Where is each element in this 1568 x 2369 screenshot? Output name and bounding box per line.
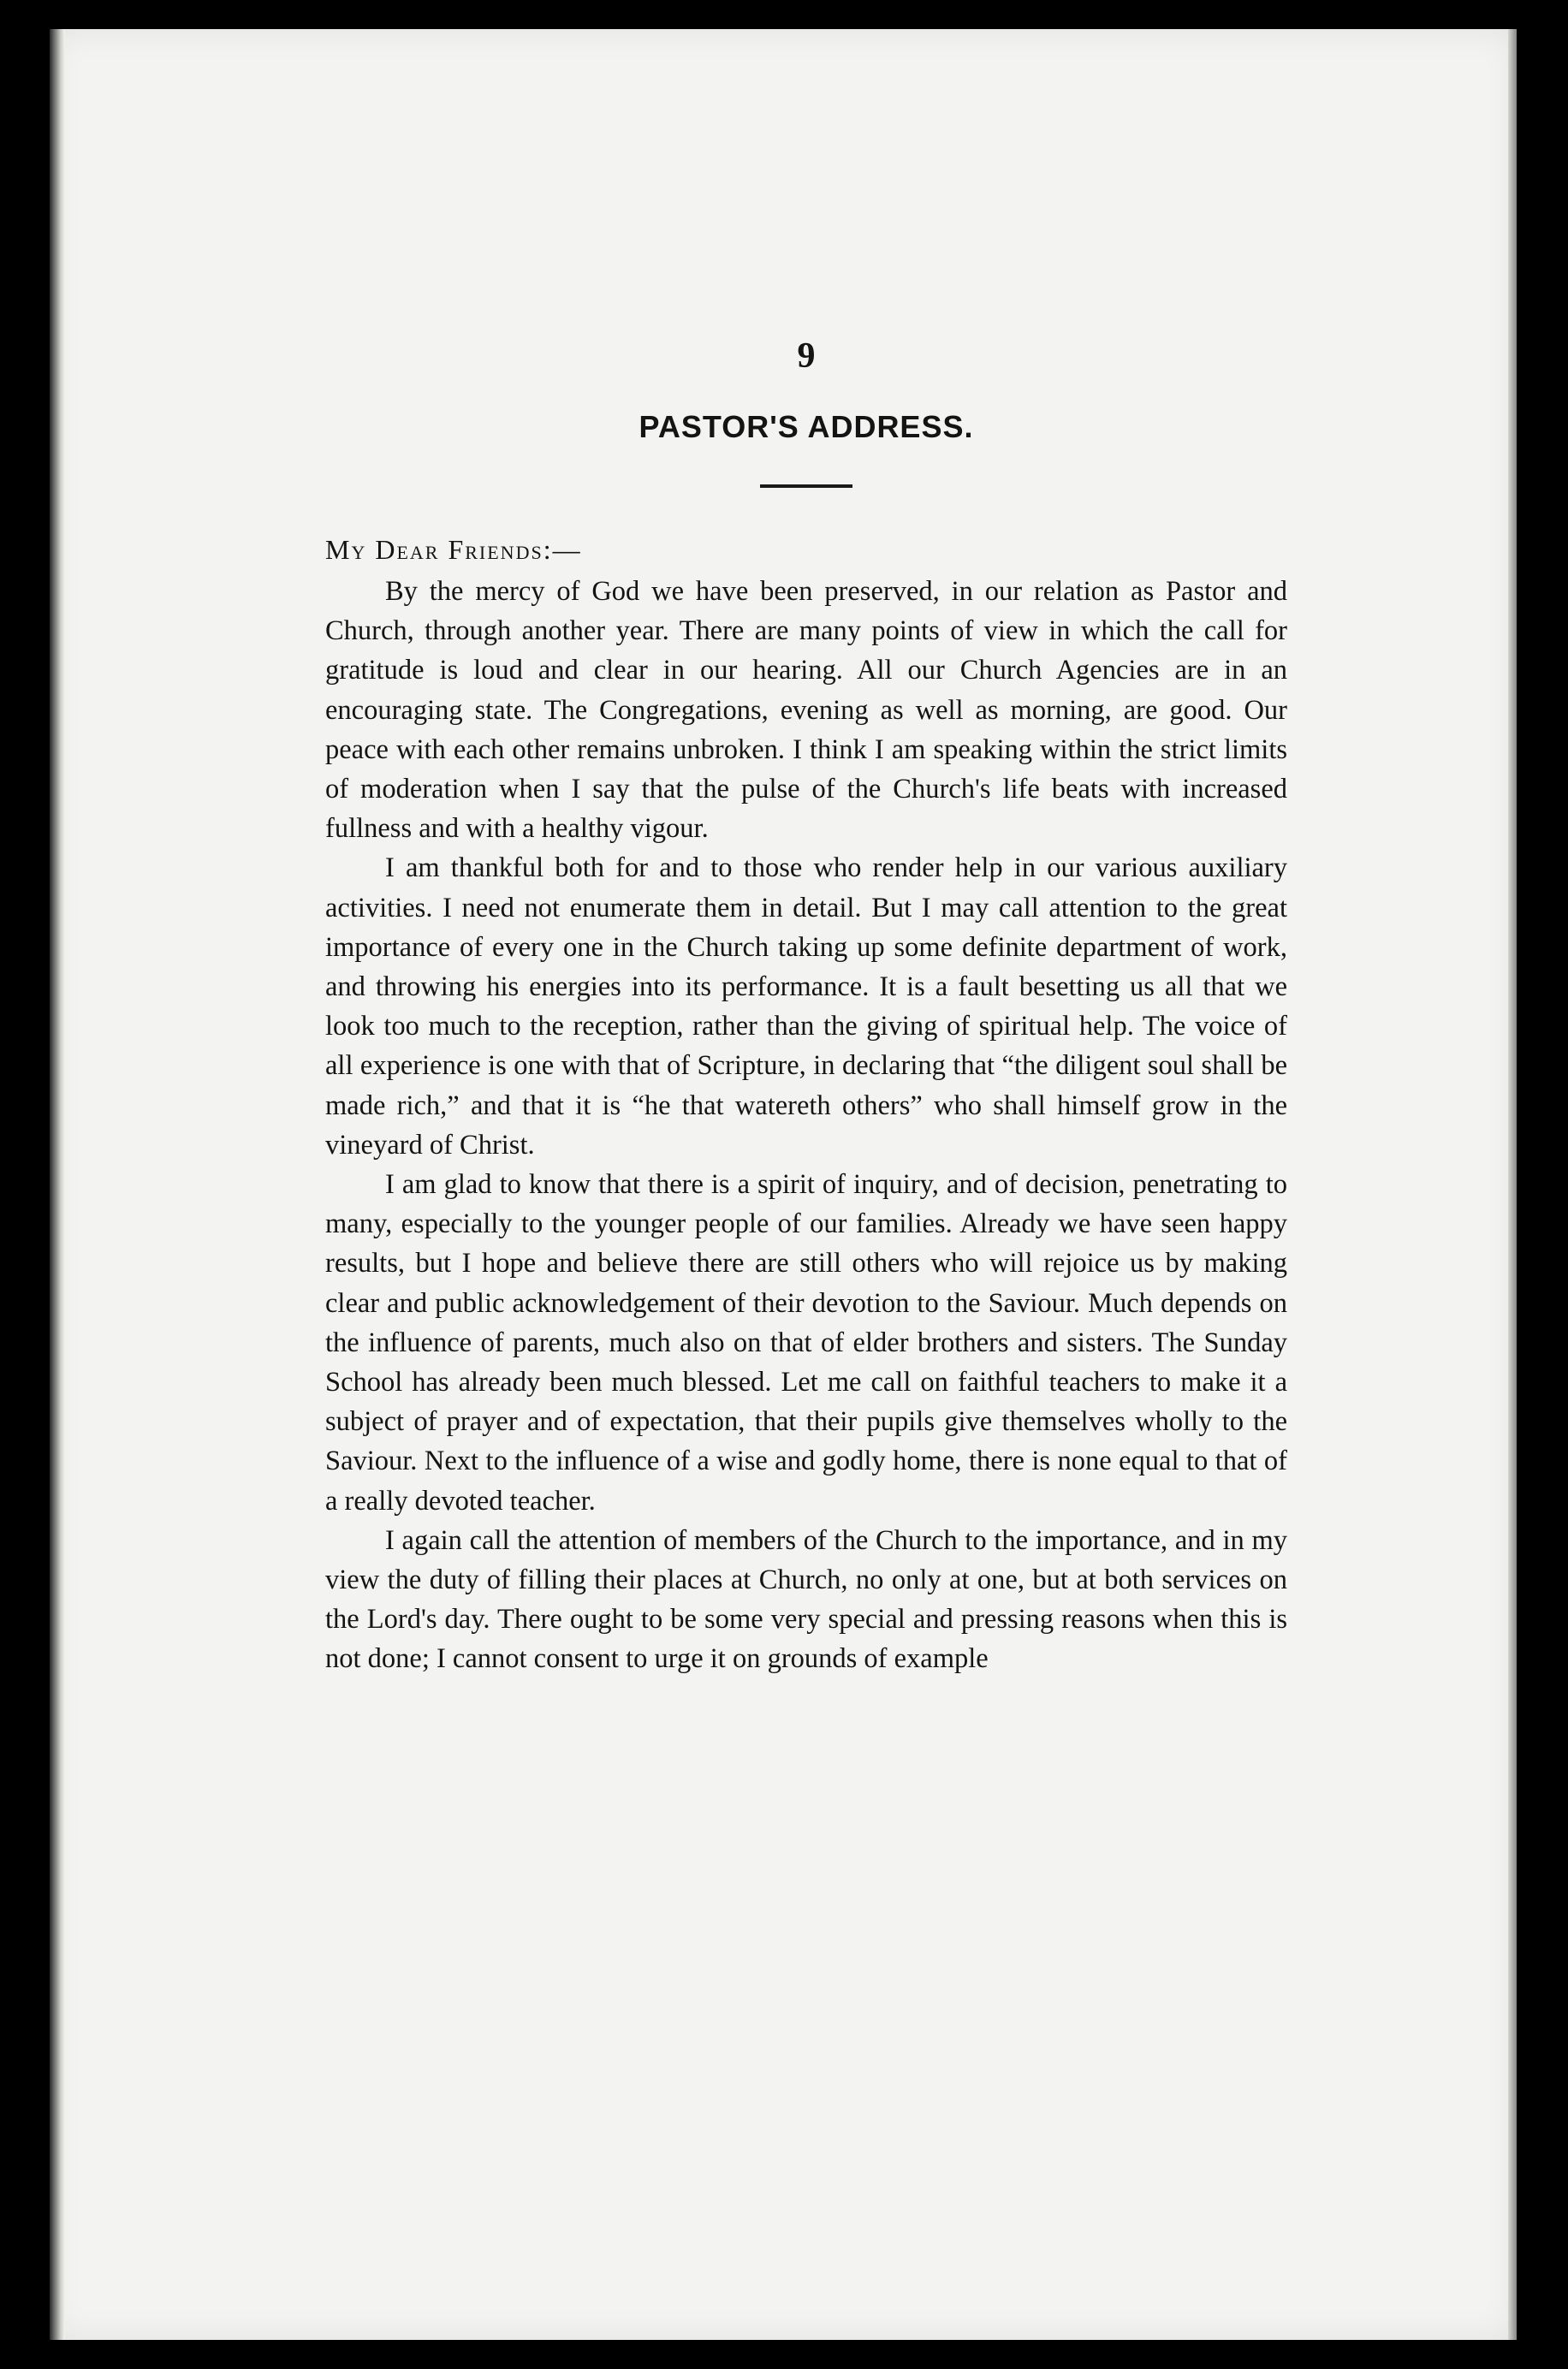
paragraph-4: I again call the attention of members of the Church to the importance, and in my view the duty of filling their places at Church, no only at one, but at both services on the Lord's day. There ought to be some very special and pressing reasons when this is not done; I cannot consent to urge it on grounds of example (325, 1524, 1287, 1675)
page-title: PASTOR'S ADDRESS. (638, 409, 974, 444)
title-rule (760, 484, 852, 488)
book-spine-shadow (50, 29, 65, 2340)
page-number: 9 (797, 336, 816, 376)
paragraph-2: I am thankful both for and to those who render help in our various auxiliary activities. I need not enumerate them in detail. But I may call attention to the great importance of every one in the Church taking up some definite department of work, and throwing his energies into its performance. It is a fault besetting us all that we look too much to the reception, rather than the giving of spiritual help. The voice of all experience is one with that of Scripture, in declaring that “the diligent soul shall be made rich,” and that it is “he that watereth others” who shall himself grow in the vineyard of Christ. (325, 852, 1287, 1161)
page-content (325, 329, 1287, 1679)
page-edge (1508, 29, 1517, 2340)
paragraph-1: By the mercy of God we have been preserved, in our relation as Pastor and Church, through another year. There are many points of view in which the call for gratitude is loud and clear in our hearing. All our Church Agencies are in an encouraging state. The Congregations, evening as well as morning, are good. Our peace with each other remains unbroken. I think I am speaking within the strict limits of moderation when I say that the pulse of the Church's life beats with increased fullness and with a healthy vigour. (325, 576, 1287, 845)
salutation: My Dear Friends:— (325, 534, 582, 565)
scanned-page (50, 29, 1517, 2340)
paragraph-3: I am glad to know that there is a spirit of inquiry, and of decision, penetrating to many, especially to the younger people of our families. Already we have seen happy results, but I hope and believe there are still others who will rejoice us by making clear and public acknowledgement of their devotion to the Saviour. Much depends on the influence of parents, much also on that of elder brothers and sisters. The Sunday School has already been much blessed. Let me call on faithful teachers to make it a subject of prayer and of expectation, that their pupils give themselves wholly to the Saviour. Next to the influence of a wise and godly home, there is none equal to that of a really devoted teacher. (325, 1169, 1287, 1517)
